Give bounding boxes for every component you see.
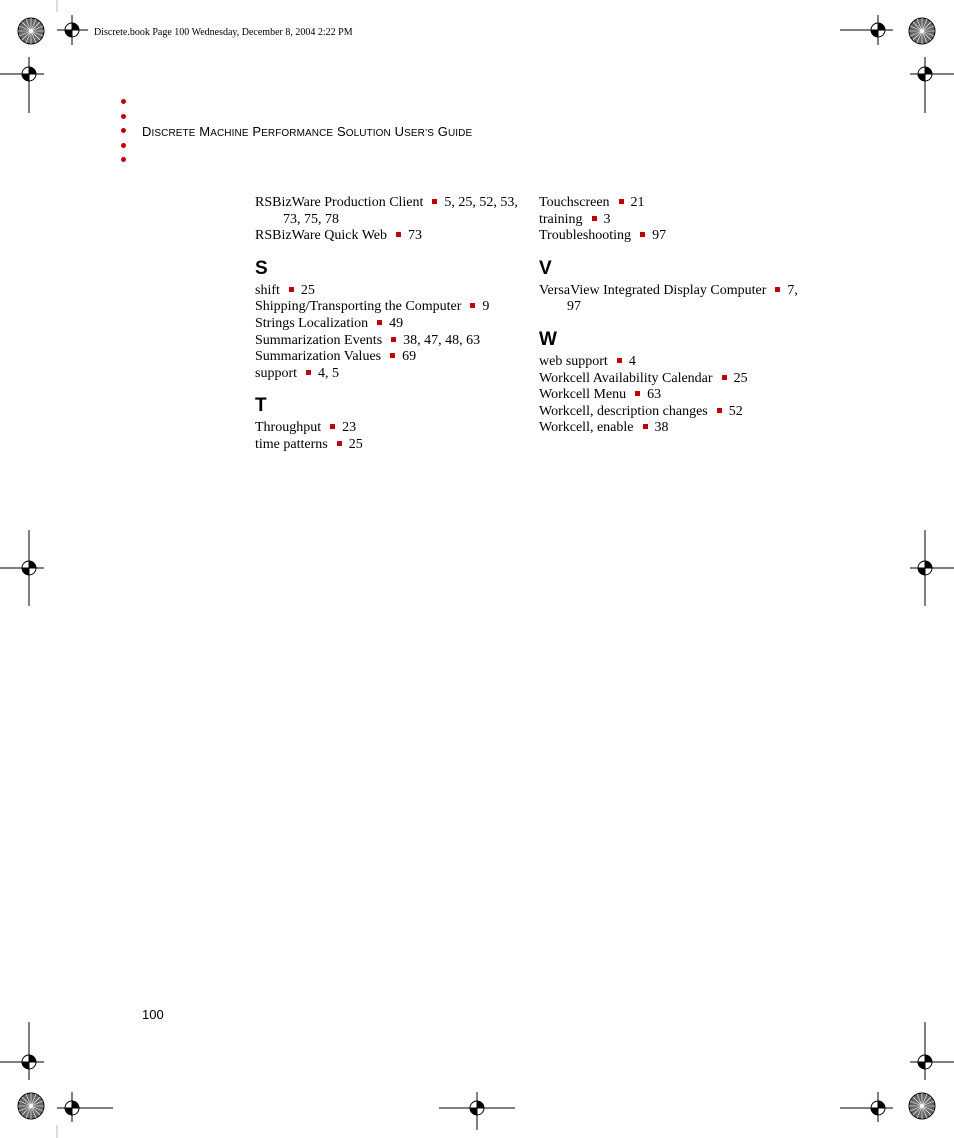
running-head-cap: U — [394, 124, 405, 139]
index-entry — [255, 283, 530, 300]
index-term: Troubleshooting — [539, 228, 632, 244]
separator-square-icon — [432, 199, 437, 204]
index-term: support — [255, 365, 297, 381]
page-number: 100 — [142, 1007, 164, 1022]
index-pages: 97 — [652, 228, 667, 244]
separator-square-icon — [396, 232, 401, 237]
running-head-cap: D — [142, 124, 152, 139]
index-pages: 7, — [787, 282, 798, 298]
separator-square-icon — [617, 358, 622, 363]
index-pages: 3 — [603, 211, 611, 227]
separator-square-icon — [592, 216, 597, 221]
index-term: time patterns — [255, 436, 328, 452]
running-head-cap: S — [336, 124, 346, 139]
index-entry — [539, 195, 814, 212]
index-term: Summarization Values — [255, 349, 382, 365]
separator-square-icon — [640, 232, 645, 237]
bullet-dot — [121, 143, 126, 148]
index-pages: 38, 47, 48, 63 — [403, 332, 481, 348]
running-head-rest: UIDE — [447, 128, 473, 139]
index-group — [539, 195, 814, 245]
index-entry — [255, 437, 530, 454]
running-head-cap: M — [199, 124, 211, 139]
separator-square-icon — [377, 320, 382, 325]
index-term: Workcell, description changes — [539, 403, 708, 419]
index-pages: 25 — [348, 436, 363, 452]
separator-square-icon — [390, 353, 395, 358]
index-entry — [539, 354, 814, 371]
index-letter-heading: V — [539, 257, 552, 279]
separator-square-icon — [330, 424, 335, 429]
index-group — [255, 195, 530, 245]
index-term: Workcell Availability Calendar — [539, 370, 713, 386]
separator-square-icon — [775, 287, 780, 292]
running-head-rest: ISCRETE — [151, 128, 196, 139]
index-column-right — [539, 195, 814, 437]
index-letter-heading: T — [255, 395, 267, 417]
bullet-dot — [121, 114, 126, 119]
index-letter-heading: S — [255, 257, 268, 279]
separator-square-icon — [337, 441, 342, 446]
separator-square-icon — [619, 199, 624, 204]
index-entry — [539, 212, 814, 229]
index-term: shift — [255, 282, 280, 298]
index-entry — [539, 371, 814, 388]
index-term: Shipping/Transporting the Computer — [255, 299, 462, 315]
index-entry — [539, 283, 814, 316]
index-term: Strings Localization — [255, 315, 369, 331]
index-entry — [255, 349, 530, 366]
index-term: RSBizWare Quick Web — [255, 228, 388, 244]
index-pages: 4, 5 — [318, 365, 339, 381]
separator-square-icon — [717, 408, 722, 413]
index-term: VersaView Integrated Display Computer — [539, 282, 767, 298]
index-pages: 69 — [402, 349, 417, 365]
separator-square-icon — [289, 287, 294, 292]
separator-square-icon — [635, 391, 640, 396]
bullet-dot — [121, 128, 126, 133]
running-head-cap: G — [437, 124, 448, 139]
index-term: Workcell Menu — [539, 387, 627, 403]
index-pages: 23 — [342, 420, 357, 436]
bullet-dot — [121, 99, 126, 104]
index-column-left — [255, 195, 530, 454]
index-pages: 25 — [733, 370, 748, 386]
book-slug: Discrete.book Page 100 Wednesday, December 8, 2004 2:22 PM — [94, 27, 353, 38]
index-letter-heading: W — [539, 328, 557, 350]
index-group — [539, 259, 814, 316]
index-entry — [255, 299, 530, 316]
index-pages: 63 — [647, 387, 662, 403]
index-entry — [255, 316, 530, 333]
index-term: Touchscreen — [539, 195, 610, 210]
index-pages: 38 — [654, 420, 669, 436]
index-entry — [539, 228, 814, 245]
index-group — [539, 330, 814, 437]
index-entry — [255, 366, 530, 383]
running-head — [142, 124, 472, 139]
separator-square-icon — [643, 424, 648, 429]
index-pages-continued: 73, 75, 78 — [283, 211, 339, 227]
running-head-rest: OLUTION — [345, 128, 391, 139]
index-term: Throughput — [255, 420, 322, 436]
index-entry — [539, 387, 814, 404]
index-group — [255, 396, 530, 453]
index-pages: 21 — [630, 195, 645, 210]
separator-square-icon — [470, 303, 475, 308]
index-term: RSBizWare Production Client — [255, 195, 424, 210]
index-term: training — [539, 211, 583, 227]
index-pages: 25 — [300, 282, 315, 298]
index-entry — [255, 228, 530, 245]
index-pages: 52 — [728, 403, 743, 419]
index-term: Summarization Events — [255, 332, 383, 348]
separator-square-icon — [391, 337, 396, 342]
index-pages: 49 — [389, 315, 404, 331]
running-head-rest: SER’S — [404, 128, 435, 139]
index-entry — [539, 420, 814, 437]
running-head-rest: ACHINE — [210, 128, 249, 139]
bullet-dot — [121, 157, 126, 162]
running-head-rest: ERFORMANCE — [261, 128, 334, 139]
separator-square-icon — [306, 370, 311, 375]
index-entry — [255, 333, 530, 350]
index-entry — [255, 195, 530, 228]
index-pages-continued: 97 — [567, 299, 581, 315]
index-entry — [255, 420, 530, 437]
separator-square-icon — [722, 375, 727, 380]
index-pages: 4 — [628, 353, 636, 369]
index-pages: 73 — [408, 228, 423, 244]
running-head-cap: P — [252, 124, 262, 139]
index-term: Workcell, enable — [539, 420, 634, 436]
index-entry — [539, 404, 814, 421]
index-term: web support — [539, 353, 608, 369]
index-pages: 9 — [482, 299, 490, 315]
index-pages: 5, 25, 52, 53, — [444, 195, 518, 210]
index-group — [255, 259, 530, 383]
